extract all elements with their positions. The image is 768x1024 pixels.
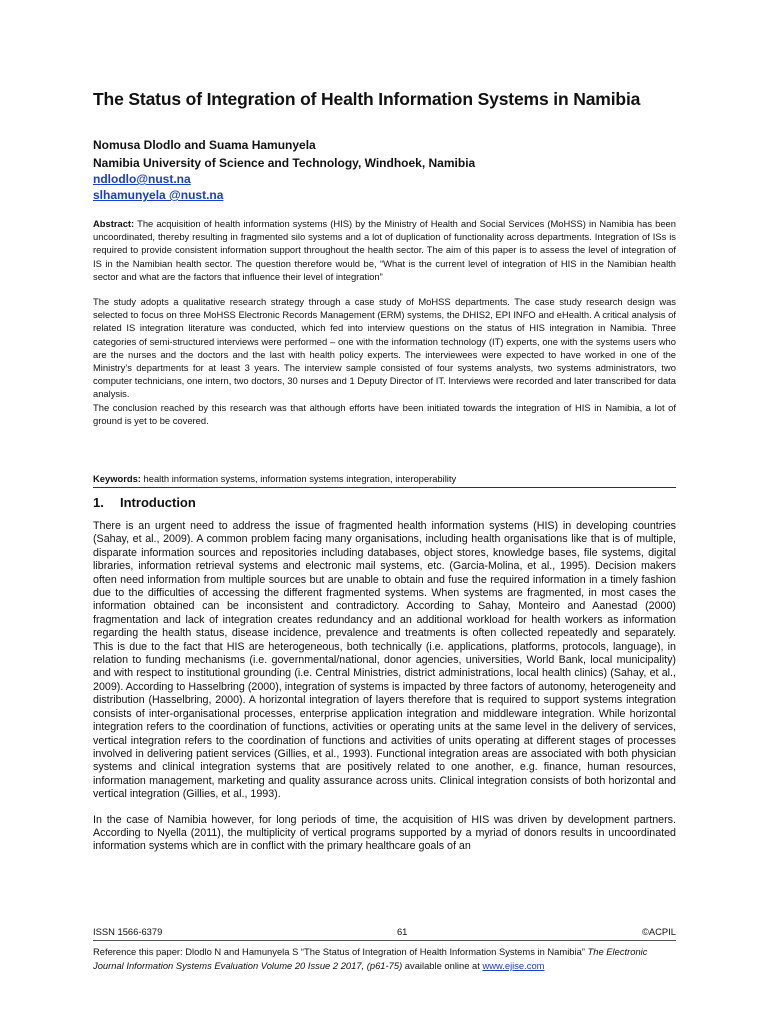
intro-paragraph-1: There is an urgent need to address the issue of fragmented health information systems (HIS) in developing countries (Sahay, et al., 2009). A common problem facing many organisations, including health organisations like that is of multiple, disparate information sources and repositories including databases, object stores, knowledge bases, file systems, digital libraries, information retrieval systems and electronic mail systems, etc. (Garcia-Molina, et al., 1995). Decision makers often need information from multiple sources but are unable to obtain and fuse the required information in a timely fashion due to the difficulties of accessing the different fragmented systems. When systems are fragmented, in most cases the information obtained can be inconsistent and contradictory. According to Sahay, Monteiro and Aanestad (2000) fragmentation and lack of integration creates redundancy and an additional workload for health workers as information regarding the health status, disease incidence, prevalence and treatments is often collected repeatedly and separately. This is due to the fact that HIS are heterogeneous, both technically (i.e. applications, platforms, protocols, language), in relation to funding mechanisms (i.e. governmental/national, donor agencies, universities, World Bank, local municipality) and with respect to institutional grounding (i.e. Central Ministries, district administrations, local health clinics) (Sahay, et al., 2009). According to Hasselbring (2000), integration of systems is impacted by three factors of autonomy, heterogeneity and distribution (Hasselbring, 2000). A horizontal integration of layers therefore that is required to support systems integration consists of inter-organisational processes, enterprise application integration and middleware integration. While horizontal integration refers to the coordination of functions, activities or operating units at the same level in the delivery of services, vertical integration refers to the coordination of functions and activities of units operating at different stages of processes involved in delivering patient services (Gillies, et al., 1993). Functional integration areas are associated with both physician systems and clinical integration systems that are positively related to one another, e.g. finance, human resources, information management, marketing and quality assurance across units. Clinical integration consists of both horizontal and vertical integration (Gillies, et al., 1993). [93,520,676,801]
page-number: 61 [396,926,408,937]
abstract-text-1: The acquisition of health information systems (HIS) by the Ministry of Health and Social Services (MoHSS) in Namibia has been uncoordinated, thereby resulting in fragmented silo systems and a lot of duplication of functionality across departments. Integration of ISs is required to provide consistent information support throughout the health sector. The aim of this paper is to assess the level of integration of IS in the Namibian health sector. The question therefore would be, “What is the current level of integration of HIS in the Namibian health sector and what are the factors that influence their level of integration” [93,218,676,282]
footer-issn: ISSN 1566-6379 [93,926,163,937]
reference-available: available online at [402,960,483,971]
keywords-text: health information systems, information systems integration, interoperability [140,473,457,484]
abstract-paragraph-1 [93,217,676,283]
affiliation: Namibia University of Science and Technology, Windhoek, Namibia [93,156,476,170]
section-title: Introduction [120,495,196,510]
journal-url-link[interactable]: www.ejise.com [482,960,545,971]
paper-title: The Status of Integration of Health Information Systems in Namibia [93,89,641,109]
reference-note [93,945,676,973]
reference-prefix: Reference this paper: Dlodlo N and Hamunyela S “The Status of Integration of Health Information Systems in Namibia” [93,946,588,957]
intro-paragraph-2: In the case of Namibia however, for long periods of time, the acquisition of HIS was driven by development partners. According to Nyella (2011), the multiplicity of vertical programs supported by a myriad of donors results in uncoordinated information systems which are in conflict with the primary healthcare goals of an [93,813,676,853]
abstract-paragraph-2: The study adopts a qualitative research strategy through a case study of MoHSS departments. The case study research design was selected to focus on three MoHSS Electronic Records Management (ERM) systems, the DHIS2, EPI INFO and eHealth. A critical analysis of related IS integration literature was conducted, which fed into interview questions on the status of HIS integration in Namibia. Three categories of semi-structured interviews were performed – one with the information technology (IT) experts, one with the systems users who are the nurses and the doctors and the last with health policy experts. The interviewees were expected to have worked in one of the Ministry’s departments for at least 3 years. The interview sample consisted of four systems analysts, two systems administrators, two computer technicians, one intern, two doctors, 30 nurses and 1 Deputy Director of IT. Interviews were recorded and later transcribed for data analysis. [93,296,676,400]
section-divider [93,487,676,488]
page-footer [93,926,676,937]
footer-divider [93,940,676,941]
reference-journal: The Electronic Journal Information Systems Evaluation Volume 20 Issue 2 2017, (p61-75) [93,946,648,971]
abstract-paragraph-3: The conclusion reached by this research was that although efforts have been initiated towards the integration of HIS in Namibia, a lot of ground is yet to be covered. [93,401,676,426]
section-heading [93,495,196,510]
abstract-label: Abstract: [93,218,135,229]
abstract [93,217,676,427]
email-link-dlodlo[interactable]: ndlodlo@nust.na [93,172,191,186]
authors: Nomusa Dlodlo and Suama Hamunyela [93,138,316,152]
footer-publisher: ©ACPIL [641,926,676,937]
keywords [93,472,676,485]
section-number: 1. [93,495,104,510]
email-link-hamunyela[interactable]: slhamunyela @nust.na [93,188,224,202]
keywords-label: Keywords: [93,473,141,484]
introduction-body [93,520,676,866]
